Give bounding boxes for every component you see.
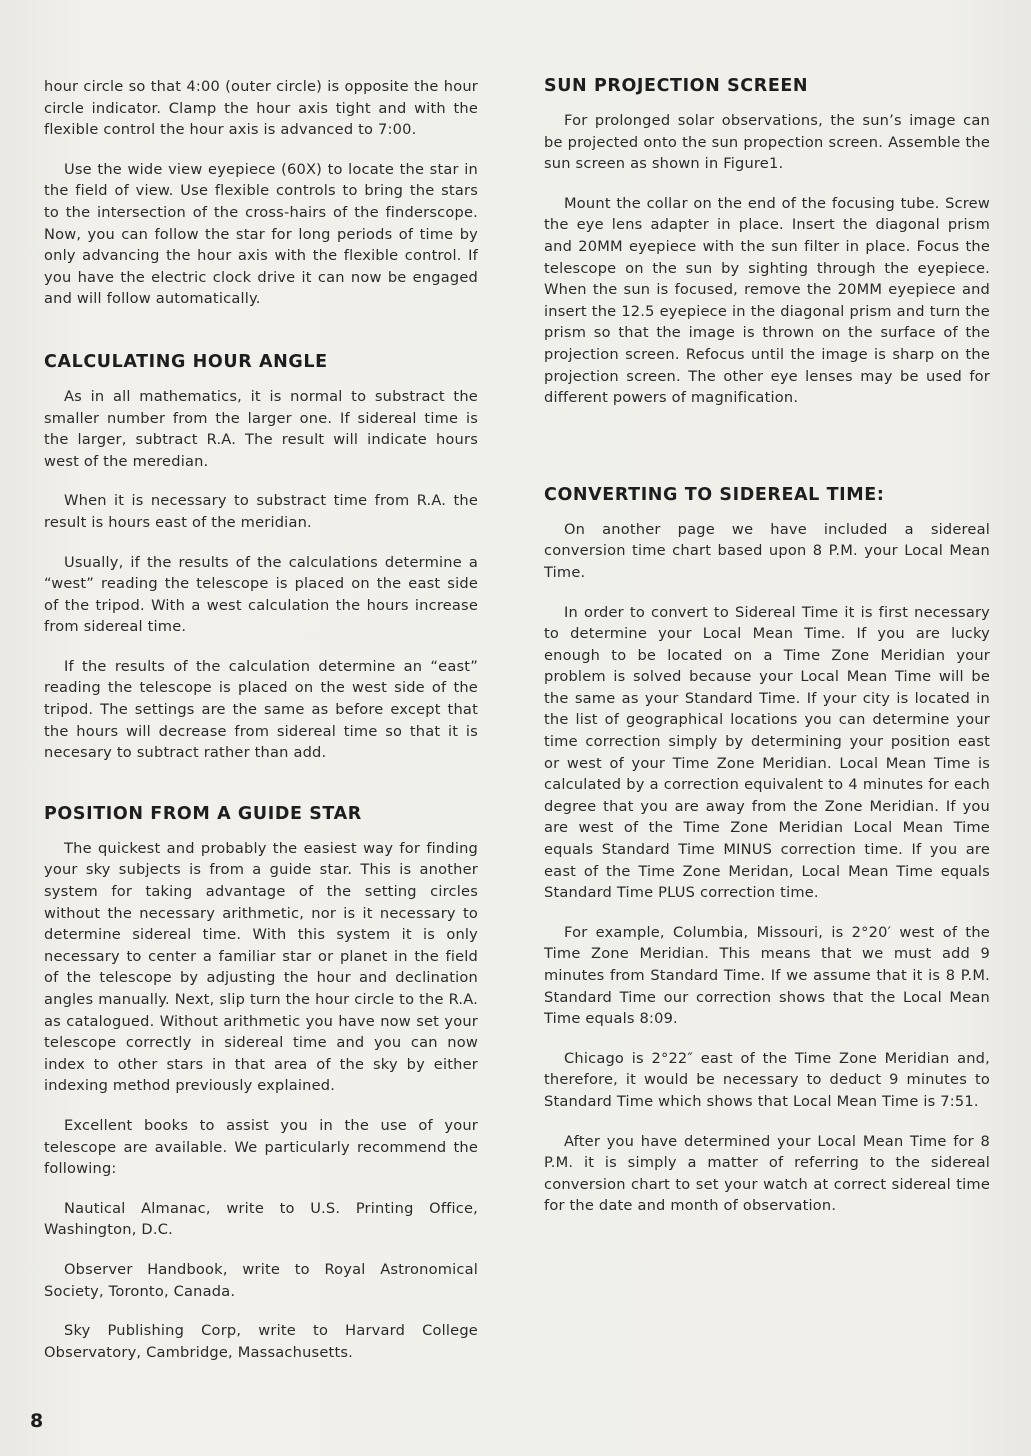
paragraph: For example, Columbia, Missouri, is 2°20′ west of the Time Zone Meridian. This means that we must add 9 minutes from Standard Time. If we assume that it is 8 P.M. Standard Time our correction shows that the Local Mean Time equals 8:09. [544, 923, 990, 1028]
paragraph: On another page we have included a sidereal conversion time chart based upon 8 P.M. your Local Mean Time. [544, 520, 990, 581]
paragraph: When it is necessary to substract time from R.A. the result is hours east of the meridian. [44, 492, 478, 531]
paragraph: As in all mathematics, it is normal to substract the smaller number from the larger one. If sidereal time is the larger, subtract R.A. The result will indicate hours west of the meredian. [44, 387, 478, 470]
paragraph: If the results of the calculation determine an “east” reading the telescope is placed on the west side of the tripod. The settings are the same as before except that the hours will decrease from sidereal time so that it is necesary to subtract rather than add. [44, 657, 478, 762]
paragraph: For prolonged solar observations, the sun’s image can be projected onto the sun propection screen. Assemble the sun screen as shown in Figure1. [544, 112, 990, 173]
book-reference: Observer Handbook, write to Royal Astronomical Society, Toronto, Canada. [44, 1260, 478, 1300]
book-reference: Nautical Almanac, write to U.S. Printing Office, Washington, D.C. [44, 1199, 478, 1239]
section-heading-sidereal: CONVERTING TO SIDEREAL TIME: [544, 484, 885, 505]
paragraph: Mount the collar on the end of the focusing tube. Screw the eye lens adapter in place. Insert the diagonal prism and 20MM eyepiece with the sun filter in place. Focus the telescope on the sun by sighting through the eyepiece. When the sun is focused, remove the 20MM eyepiece and insert the 12.5 eyepiece in the diagonal prism and turn the prism so that the image is thrown on the surface of the projection screen. Refocus until the image is sharp on the projection screen. The other eye lenses may be used for different powers of magnification. [544, 194, 990, 407]
paragraph: Use the wide view eyepiece (60X) to locate the star in the field of view. Use flexible controls to bring the stars to the intersection of the cross-hairs of the finderscope. Now, you can follow the star for long periods of time by only advancing the hour axis with the flexible control. If you have the electric clock drive it can now be engaged and will follow automatically. [44, 160, 478, 308]
section-heading-sun-screen: SUN PROJECTION SCREEN [544, 76, 809, 96]
section-heading-hour-angle: CALCULATING HOUR ANGLE [44, 351, 328, 372]
paragraph: The quickest and probably the easiest way for finding your sky subjects is from a guide star. This is another system for taking advantage of the setting circles without the necessary arithmetic, nor is it necessary to determine sidereal time. With this system it is only necessary to center a familiar star or planet in the field of the telescope by adjusting the hour and declination angles manually. Next, slip turn the hour circle to the R.A. as catalogued. Without arithmetic you have now set your telescope correctly in sidereal time and you can now index to other stars in that area of the sky by either indexing method previously explained. [44, 839, 478, 1095]
right-column [544, 76, 990, 1235]
page-number: 8 [30, 1410, 44, 1432]
section-heading-guide-star: POSITION FROM A GUIDE STAR [44, 803, 362, 824]
left-column [44, 76, 478, 1381]
paragraph: Excellent books to assist you in the use of your telescope are available. We particularly recommend the following: [44, 1116, 478, 1178]
paragraph: Usually, if the results of the calculations determine a “west” reading the telescope is placed on the east side of the tripod. With a west calculation the hours increase from sidereal time. [44, 553, 478, 636]
paragraph: In order to convert to Sidereal Time it is first necessary to determine your Local Mean Time. If you are lucky enough to be located on a Time Zone Meridian your problem is solved because your Local Mean Time will be the same as your Standard Time. If your city is located in the list of geographical locations you can determine your time correction simply by determining your position east or west of your Time Zone Meridian. Local Mean Time is calculated by a correction equivalent to 4 minutes for each degree that you are away from the Zone Meridian. If you are west of the Time Zone Meridian Local Mean Time equals Standard Time MINUS correction time. If you are east of the Time Zone Meridan, Local Mean Time equals Standard Time PLUS correction time. [544, 603, 990, 902]
paragraph: Chicago is 2°22″ east of the Time Zone Meridian and, therefore, it would be necessary to deduct 9 minutes to Standard Time which shows that Local Mean Time is 7:51. [544, 1049, 990, 1110]
book-reference: Sky Publishing Corp, write to Harvard College Observatory, Cambridge, Massachusetts. [44, 1322, 478, 1361]
paragraph: hour circle so that 4:00 (outer circle) is opposite the hour circle indicator. Clamp the hour axis tight and with the flexible control the hour axis is advanced to 7:00. [44, 78, 478, 139]
paragraph: After you have determined your Local Mean Time for 8 P.M. it is simply a matter of referring to the sidereal conversion chart to set your watch at correct sidereal time for the date and month of observation. [544, 1132, 990, 1215]
